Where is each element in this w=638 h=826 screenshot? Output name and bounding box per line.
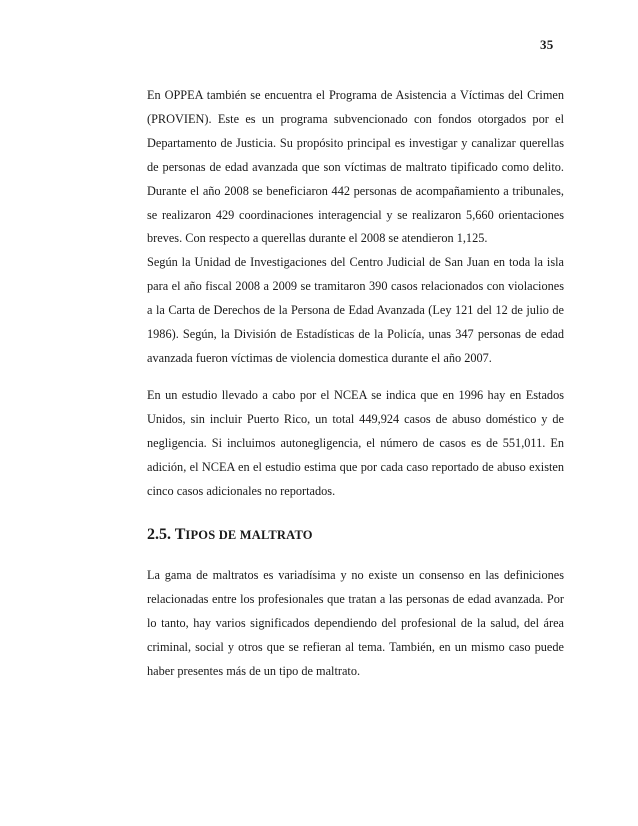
page-body — [147, 84, 564, 684]
paragraph-tipos-maltrato: La gama de maltratos es variadísima y no existe un consenso en las definiciones relacionadas entre los profesionales que tratan a las personas de edad avanzada. Por lo tanto, hay varios significados dependiendo del profesional de la salud, del área criminal, social y otros que se refieran al tema. También, en un mismo caso puede haber presentes más de un tipo de maltrato. — [147, 568, 564, 679]
section-heading — [147, 523, 564, 547]
section-number: 2.5. — [147, 526, 175, 544]
paragraph-proovien: En OPPEA también se encuentra el Programa de Asistencia a Víctimas del Crimen (PROVIEN). Este es un programa subvencionado con fondos otorgados por el Departamento de Justicia. Su propósito principal es investigar y canalizar querellas de personas de edad avanzada que son víctimas de maltrato tipificado como delito. Durante el año 2008 se beneficiaron 442 personas de acompañamiento a tribunales, se realizaron 429 coordinaciones interagencial y se realizaron 5,660 orientaciones breves. Con respecto a querellas durante el 2008 se atendieron 1,125. — [147, 88, 564, 246]
paragraph-ncea-study: En un estudio llevado a cabo por el NCEA se indica que en 1996 hay en Estados Unidos, sin incluir Puerto Rico, un total 449,924 casos de abuso doméstico y de negligencia. Si incluimos autonegligencia, el número de casos es de 551,011. En adición, el NCEA en el estudio estima que por cada caso reportado de abuso existen cinco casos adicionales no reportados. — [147, 387, 564, 498]
section-title-rest: IPOS DE MALTRATO — [185, 528, 313, 543]
page-number: 35 — [540, 37, 554, 52]
paragraph-investigaciones: Según la Unidad de Investigaciones del Centro Judicial de San Juan en toda la isla para el año fiscal 2008 a 2009 se tramitaron 390 casos relacionados con violaciones a la Carta de Derechos de la Persona de Edad Avanzada (Ley 121 del 12 de julio de 1986). Según, la División de Estadísticas de la Policía, unas 347 personas de edad avanzada fueron víctimas de violencia domestica durante el año 2007. — [147, 255, 564, 365]
section-title-initial: T — [174, 526, 186, 544]
